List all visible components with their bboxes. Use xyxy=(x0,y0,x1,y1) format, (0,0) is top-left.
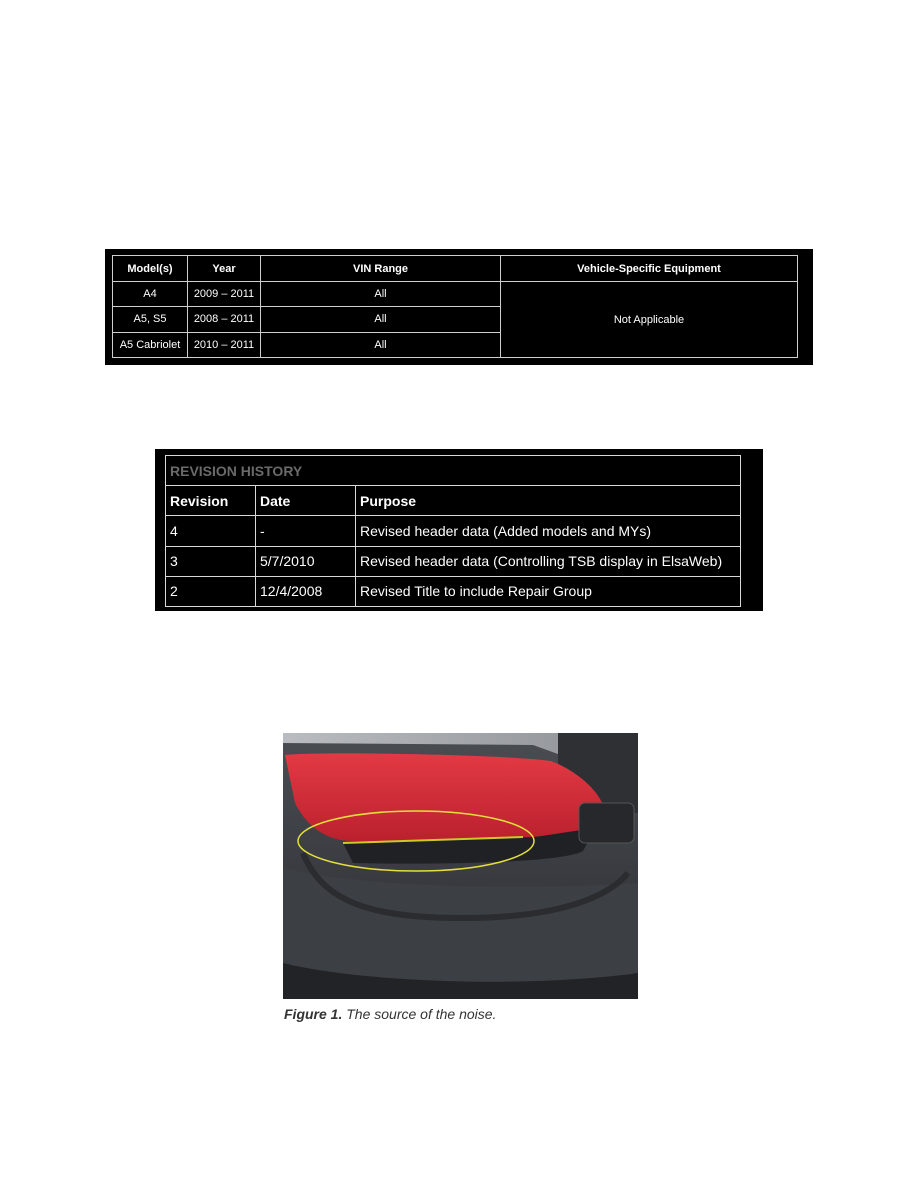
date-cell: 12/4/2008 xyxy=(256,576,356,606)
revision-cell: 4 xyxy=(166,516,256,546)
table-row xyxy=(166,576,741,606)
table-row xyxy=(166,546,741,576)
door-panel-photo xyxy=(283,733,638,999)
revision-header-row xyxy=(166,486,741,516)
model-cell: A4 xyxy=(113,282,188,307)
model-cell: A5 Cabriolet xyxy=(113,332,188,357)
vin-cell: All xyxy=(261,282,501,307)
model-cell: A5, S5 xyxy=(113,307,188,332)
revision-cell: 2 xyxy=(166,576,256,606)
header-date: Date xyxy=(256,486,356,516)
date-cell: - xyxy=(256,516,356,546)
table-header-row xyxy=(113,256,798,282)
header-models: Model(s) xyxy=(113,256,188,282)
vin-cell: All xyxy=(261,307,501,332)
year-cell: 2008 – 2011 xyxy=(188,307,261,332)
table-row xyxy=(166,516,741,546)
vin-cell: All xyxy=(261,332,501,357)
header-year: Year xyxy=(188,256,261,282)
table-row xyxy=(113,282,798,307)
applicability-table xyxy=(112,255,798,358)
figure-caption-text: The source of the noise. xyxy=(342,1006,497,1022)
figure-caption xyxy=(284,1006,496,1022)
revision-history-title-row xyxy=(166,456,741,486)
header-revision: Revision xyxy=(166,486,256,516)
year-cell: 2009 – 2011 xyxy=(188,282,261,307)
revision-history-container xyxy=(155,449,763,611)
revision-history-title: REVISION HISTORY xyxy=(166,456,741,486)
header-equipment: Vehicle-Specific Equipment xyxy=(501,256,798,282)
figure-label: Figure 1. xyxy=(284,1006,343,1022)
year-cell: 2010 – 2011 xyxy=(188,332,261,357)
revision-history-table xyxy=(165,455,741,607)
date-cell: 5/7/2010 xyxy=(256,546,356,576)
applicability-table-container xyxy=(105,249,813,365)
purpose-cell: Revised header data (Controlling TSB display in ElsaWeb) xyxy=(356,546,741,576)
door-panel-illustration xyxy=(283,733,638,999)
equipment-cell: Not Applicable xyxy=(501,282,798,358)
header-purpose: Purpose xyxy=(356,486,741,516)
purpose-cell: Revised header data (Added models and MYs) xyxy=(356,516,741,546)
revision-cell: 3 xyxy=(166,546,256,576)
header-vin-range: VIN Range xyxy=(261,256,501,282)
purpose-cell: Revised Title to include Repair Group xyxy=(356,576,741,606)
